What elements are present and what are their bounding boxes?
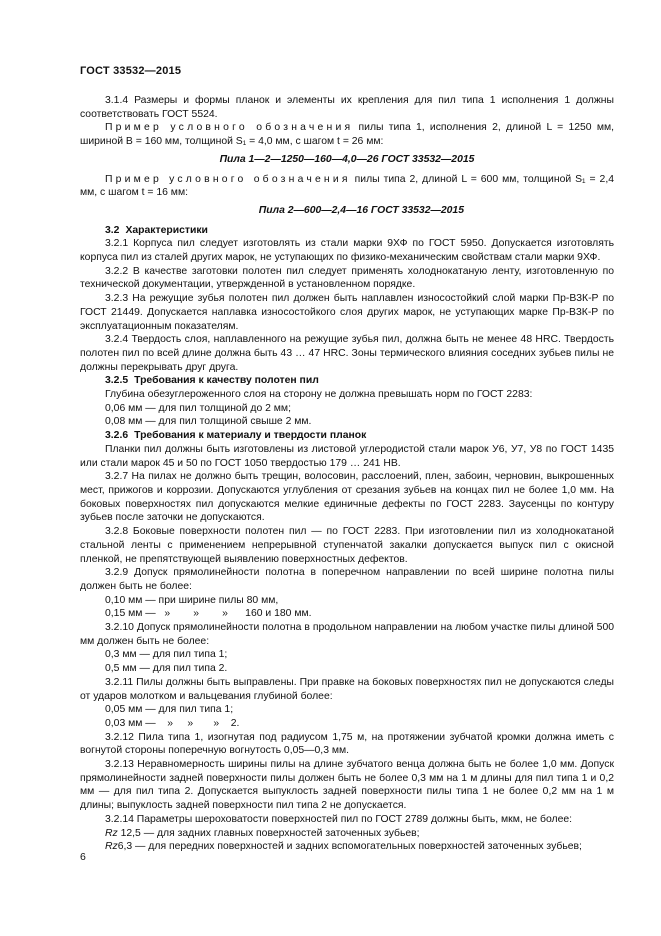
page-header: ГОСТ 33532—2015 xyxy=(80,65,182,77)
paragraph-3-2-14-a xyxy=(80,827,614,841)
paragraph-3-2-4: 3.2.4 Твердость слоя, наплавленного на режущие зубья пил, должна быть не менее 48 HRC. Твердость полотен пил по всей длине должна быть 43 … 47 HRC. Зоны термического влияния соседних зубьев пилы не должны перекрывать друг друга. xyxy=(80,334,614,373)
section-3-2-title: Характеристики xyxy=(125,224,208,236)
paragraph-3-2-10-a: 0,3 мм — для пил типа 1; xyxy=(105,649,228,661)
paragraph-3-2-5-b: 0,06 мм — для пил толщиной до 2 мм; xyxy=(105,402,291,414)
rz-symbol: Rz xyxy=(105,841,118,853)
example-1 xyxy=(80,121,614,148)
section-3-2-6-number: 3.2.6 xyxy=(105,430,129,442)
example-1-code: Пила 1—2—1250—160—4,0—26 ГОСТ 33532—2015 xyxy=(219,153,475,165)
paragraph-3-2-13: 3.2.13 Неравномерность ширины пилы на длине зубчатого венца должна быть не более 1,0 мм. Допуск прямолинейности задней поверхности пилы должен быть не более 0,3 мм на 1 м длины для пил типа 1 и 0,2 мм — для пил типа 2. Допускается выпуклость задней поверхности пилы типа 1 не более 0,2 мм на 1 м длины; выпуклость задней поверхности пил типа 2 не допускается. xyxy=(80,759,614,812)
section-3-2-heading xyxy=(80,224,614,238)
example-2-code: Пила 2—600—2,4—16 ГОСТ 33532—2015 xyxy=(258,204,464,216)
paragraph-3-2-14-b xyxy=(80,840,614,854)
paragraph-3-2-6: Планки пил должны быть изготовлены из листовой углеродистой стали марок У6, У7, У8 по ГОСТ 1435 или стали марок 45 и 50 по ГОСТ 1050 твердостью 179 … 241 HB. xyxy=(80,443,614,469)
paragraph-3-2-14-a-text: 12,5 — для задних главных поверхностей заточенных зубьев; xyxy=(117,827,420,839)
section-3-2-6-title: Требования к материалу и твердости планок xyxy=(134,430,367,442)
paragraph-3-2-10: 3.2.10 Допуск прямолинейности полотна в продольном направлении на любом участке пилы длиной 500 мм должен быть не более: xyxy=(80,622,614,647)
example-2 xyxy=(80,173,614,200)
paragraph-3-2-1: 3.2.1 Корпуса пил следует изготовлять из стали марки 9ХФ по ГОСТ 5950. Допускается изготовлять корпуса пил из сталей других марок, не уступающих по физико-механическим свойствам стали марки 9ХФ. xyxy=(80,238,614,264)
section-3-2-number: 3.2 xyxy=(105,224,120,236)
document-body xyxy=(80,94,614,854)
paragraph-3-2-8: 3.2.8 Боковые поверхности полотен пил — по ГОСТ 2283. При изготовлении пил из холоднокатаной стальной ленты с применением непрерывной ступенчатой закалки допускается выпуск пил с окисной пленкой, не препятствующей выявлению поверхностных дефектов. xyxy=(80,526,614,565)
section-3-2-5-title: Требования к качеству полотен пил xyxy=(134,375,319,387)
paragraph-3-2-9-b: 0,15 мм — » » » 160 и 180 мм. xyxy=(105,608,312,620)
paragraph-3-2-9: 3.2.9 Допуск прямолинейности полотна в поперечном направлении по всей ширине полотна пилы должен быть не более: xyxy=(80,567,614,592)
example-1-lead: Пример условного обозначения xyxy=(105,122,354,134)
paragraph-3-2-12: 3.2.12 Пила типа 1, изогнутая под радиусом 1,75 м, на протяжении зубчатой кромки должна иметь с вогнутой стороны поперечную вогнутость 0,05—0,3 мм. xyxy=(80,731,614,757)
paragraph-3-2-5-c: 0,08 мм — для пил толщиной свыше 2 мм. xyxy=(105,416,312,428)
paragraph-3-2-11-b: 0,03 мм — » » » 2. xyxy=(105,717,240,729)
example-2-text: пилы типа 2, длиной L = 600 мм, толщиной S₁ = 2,4 мм, с шагом t = 16 мм: xyxy=(80,173,614,199)
paragraph-3-2-14-b-text: 6,3 — для передних поверхностей и задних вспомогательных поверхностей заточенных зубьев; xyxy=(117,841,582,853)
rz-symbol: Rz xyxy=(105,827,118,839)
example-2-lead: Пример условного обозначения xyxy=(105,173,351,185)
paragraph-3-2-10-b: 0,5 мм — для пил типа 2. xyxy=(105,663,228,675)
paragraph-3-2-7: 3.2.7 На пилах не должно быть трещин, волосовин, расслоений, плен, забоин, черновин, выкрошенных мест, прижогов и коррозии. Допускаются углубления от срезания зубьев на концах пил не более 1,0 мм. На боковых поверхностях пил допускаются мелкие единичные дефекты по ГОСТ 2283. Заусенцы по контуру зубьев после заточки не допускаются. xyxy=(80,471,614,524)
section-3-2-6-heading xyxy=(80,429,614,443)
paragraph-3-2-3: 3.2.3 На режущие зубья полотен пил должен быть наплавлен износостойкий слой марки Пр-В3К-Р по ГОСТ 21449. Допускается наплавка износостойкого слоя других марок, не уступающих марке Пр-В3К-Р по эксплуатационным показателям. xyxy=(80,293,614,332)
paragraph-3-2-14: 3.2.14 Параметры шероховатости поверхностей пил по ГОСТ 2789 должны быть, мкм, не более: xyxy=(105,813,573,825)
example-1-text: пилы типа 1, исполнения 2, длиной L = 1250 мм, шириной B = 160 мм, толщиной S₁ = 4,0 мм, с шагом t = 26 мм: xyxy=(80,122,614,148)
paragraph-3-2-11-a: 0,05 мм — для пил типа 1; xyxy=(105,704,234,716)
paragraph-3-2-11: 3.2.11 Пилы должны быть выправлены. При правке на боковых поверхностях пил не допускаются следы от ударов молотком и вальцевания глубиной более: xyxy=(80,676,614,702)
paragraph-3-2-2: 3.2.2 В качестве заготовки полотен пил следует применять холоднокатаную ленту, изготовленную по технической документации, утвержденной в установленном порядке. xyxy=(80,265,614,291)
section-3-2-5-heading xyxy=(80,374,614,388)
paragraph-3-1-4: 3.1.4 Размеры и формы планок и элементы их крепления для пил типа 1 исполнения 1 должны соответствовать ГОСТ 5524. xyxy=(80,95,614,120)
paragraph-3-2-9-a: 0,10 мм — при ширине пилы 80 мм, xyxy=(105,594,279,606)
page-number: 6 xyxy=(80,851,86,863)
paragraph-3-2-5-a: Глубина обезуглероженного слоя на сторону не должна превышать норм по ГОСТ 2283: xyxy=(105,389,533,401)
section-3-2-5-number: 3.2.5 xyxy=(105,375,129,387)
